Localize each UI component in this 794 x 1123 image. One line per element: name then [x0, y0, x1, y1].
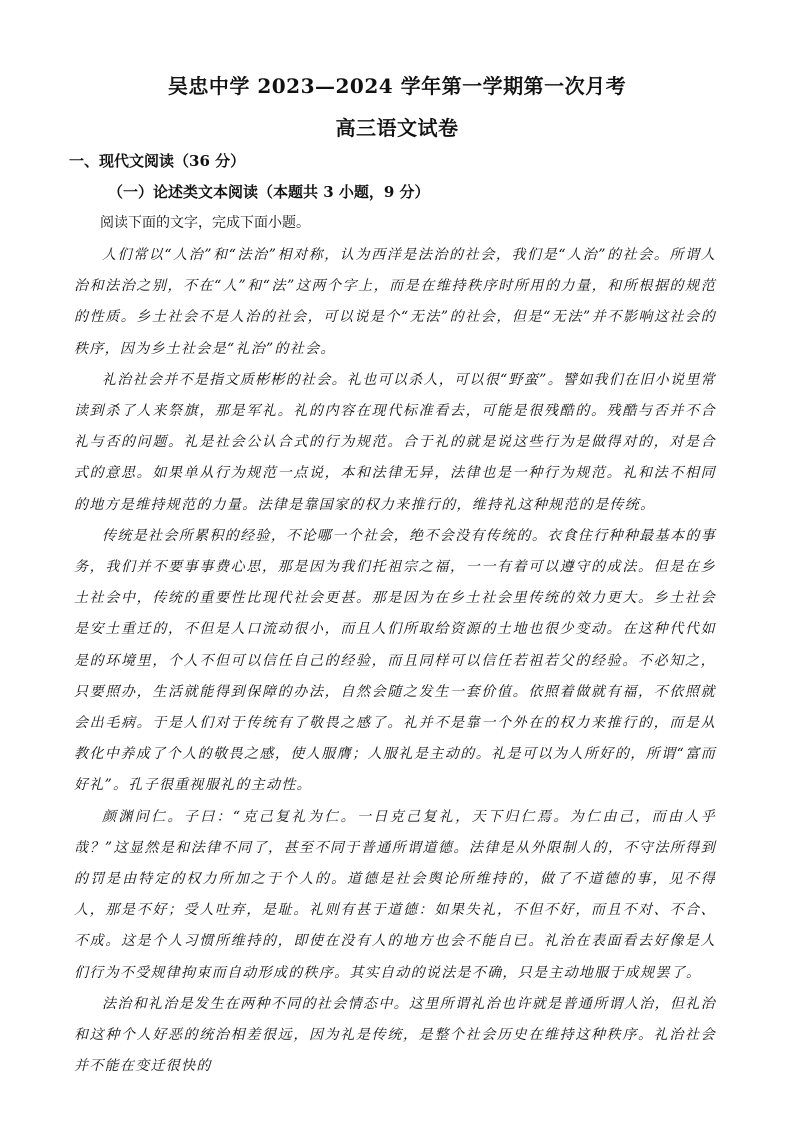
subsection-heading: （一）论述类文本阅读（本题共 3 小题，9 分）	[108, 183, 430, 201]
passage-paragraph: 礼治社会并不是指文质彬彬的社会。礼也可以杀人，可以很“野蛮”。譬如我们在旧小说里常读到杀了人来祭旗，那是军礼。礼的内容在现代标准看去，可能是很残酷的。残酷与否并不合礼与否的问题。礼是社会公认合式的行为规范。合于礼的就是说这些行为是做得对的，对是合式的意思。如果单从行为规范一点说，本和法律无异，法律也是一种行为规范。礼和法不相同的地方是维持规范的力量。法律是靠国家的权力来推行的，维持礼这种规范的是传统。	[74, 371, 716, 513]
section-heading: 一、现代文阅读（36 分）	[69, 152, 246, 170]
reading-passage	[74, 240, 716, 1082]
exam-title: 吴忠中学 2023—2024 学年第一学期第一次月考	[167, 74, 627, 98]
reading-instruction: 阅读下面的文字，完成下面小题。	[100, 215, 310, 231]
passage-paragraph: 法治和礼治是发生在两种不同的社会情态中。这里所谓礼治也许就是普通所谓人治，但礼治和这种个人好恶的统治相差很远，因为礼是传统，是整个社会历史在维持这种秩序。礼治社会并不能在变迁很快的	[74, 995, 716, 1075]
passage-paragraph: 传统是社会所累积的经验，不论哪一个社会，绝不会没有传统的。衣食住行种种最基本的事务，我们并不要事事费心思，那是因为我们托祖宗之福，一一有着可以遵守的成法。但是在乡土社会中，传统的重要性比现代社会更甚。那是因为在乡土社会里传统的效力更大。乡土社会是安土重迁的，不但是人口流动很小，而且人们所取给资源的土地也很少变动。在这种代代如是的环境里，个人不但可以信任自己的经验，而且同样可以信任若祖若父的经验。不必知之，只要照办，生活就能得到保障的办法，自然会随之发生一套价值。依照着做就有福，不依照就会出毛病。于是人们对于传统有了敬畏之感了。礼并不是靠一个外在的权力来推行的，而是从教化中养成了个人的敬畏之感，使人服膺；人服礼是主动的。礼是可以为人所好的，所谓“富而好礼”。孔子很重视服礼的主动性。	[74, 527, 716, 794]
passage-paragraph: 颜渊问仁。子曰：“克己复礼为仁。一日克己复礼，天下归仁焉。为仁由己，而由人乎哉？”这显然是和法律不同了，甚至不同于普通所谓道德。法律是从外限制人的，不守法所得到的罚是由特定的权力所加之于个人的。道德是社会舆论所维持的，做了不道德的事，见不得人，那是不好；受人吐弃，是耻。礼则有甚于道德：如果失礼，不但不好，而且不对、不合、不成。这是个人习惯所维持的，即使在没有人的地方也会不能自已。礼治在表面看去好像是人们行为不受规律拘束而自动形成的秩序。其实自动的说法是不确，只是主动地服于成规罢了。	[74, 808, 716, 981]
passage-paragraph: 人们常以“人治”和“法治”相对称，认为西洋是法治的社会，我们是“人治”的社会。所谓人治和法治之别，不在“人”和“法”这两个字上，而是在维持秩序时所用的力量，和所根据的规范的性质。乡土社会不是人治的社会，可以说是个“无法”的社会，但是“无法”并不影响这社会的秩序，因为乡土社会是“礼治”的社会。	[74, 247, 716, 357]
exam-subtitle: 高三语文试卷	[335, 116, 459, 140]
